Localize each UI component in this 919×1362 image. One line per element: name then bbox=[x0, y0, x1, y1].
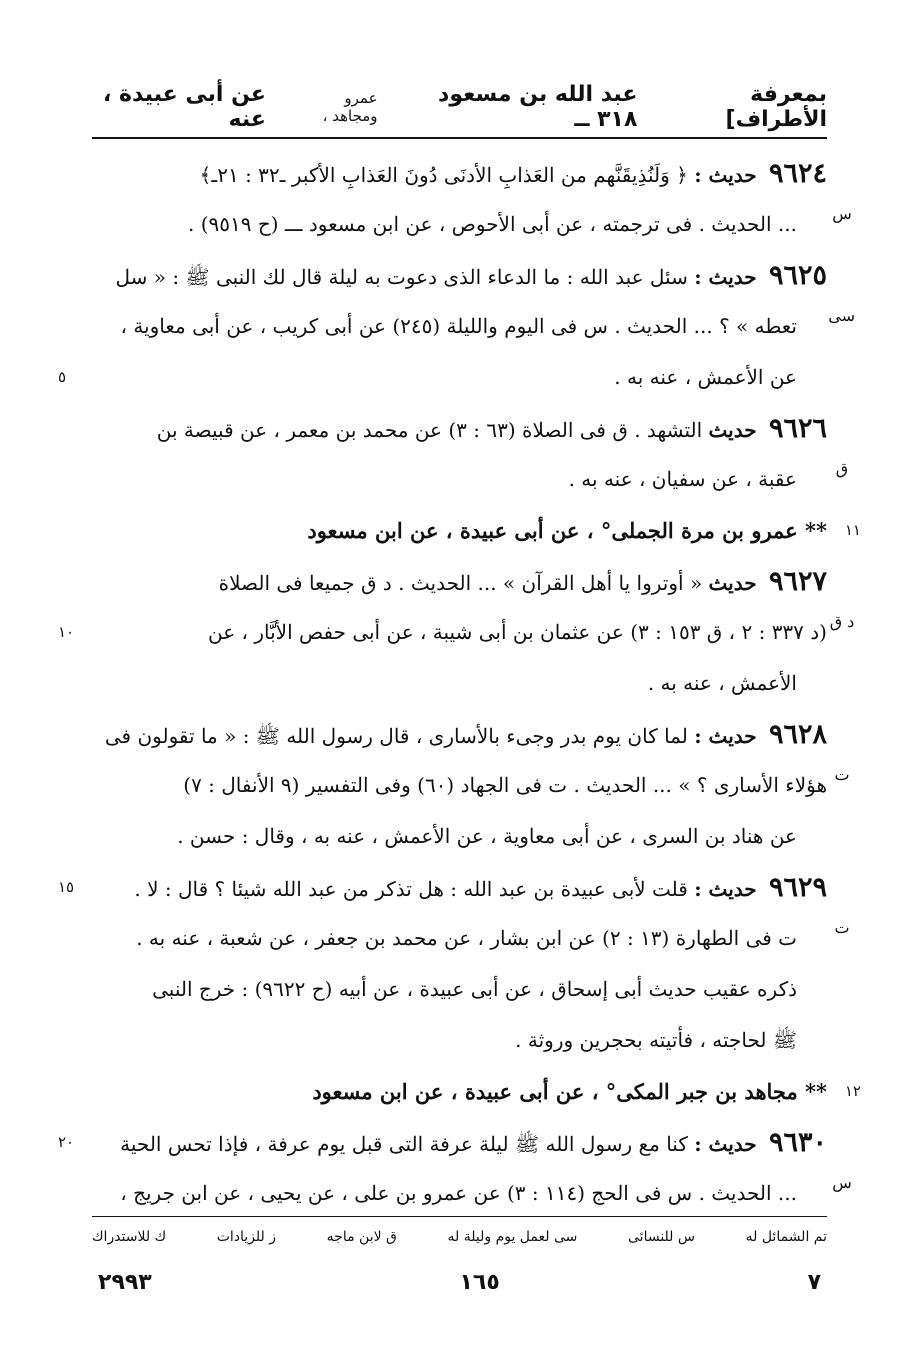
section-number: ١١ bbox=[844, 521, 861, 539]
entry-9626-line-2 bbox=[92, 454, 849, 505]
entry-text: التشهد . ق فى الصلاة (٦٣ : ٣) عن محمد بن معمر ، عن قبيصة بن bbox=[156, 418, 703, 442]
running-header bbox=[92, 84, 827, 130]
entry-9628-line-1 bbox=[92, 709, 827, 760]
footer-sequence-number: ٢٩٩٣ bbox=[98, 1269, 152, 1295]
sigla: ق bbox=[835, 459, 849, 478]
margin-line-number: ٥ bbox=[58, 368, 67, 386]
entry-9624-line-1 bbox=[92, 148, 827, 199]
sigla: ت bbox=[834, 918, 850, 937]
entry-text: هؤلاء الأسارى ؟ » ... الحديث . ت فى الجهاد (٦٠) وفى التفسير (٩ الأنفال : ٧) bbox=[183, 773, 827, 797]
sigla: ت bbox=[834, 765, 850, 784]
sigla: س bbox=[832, 1173, 852, 1192]
abbrev-item: ز للزيادات bbox=[216, 1229, 277, 1245]
entry-number: ٩٦٢٦ bbox=[768, 413, 827, 444]
entry-number: ٩٦٣٠ bbox=[768, 1127, 827, 1158]
entry-text: ذكره عقيب حديث أبى إسحاق ، عن أبى عبيدة ، عن أبيه (ح ٩٦٢٢) : خرج النبى bbox=[152, 977, 797, 1001]
header-center-small-text: عمرو ومجاهد ، bbox=[322, 89, 378, 125]
entry-keyword: حديث : bbox=[694, 724, 757, 748]
entry-text: ﷺ لحاجته ، فأتيته بحجرين وروثة . bbox=[515, 1028, 797, 1052]
section-title: ** عمرو بن مرة الجملى° ، عن أبى عبيدة ، عن ابن مسعود bbox=[307, 518, 827, 543]
header-center-text: عبد الله بن مسعود ٣١٨ ــ bbox=[438, 82, 638, 132]
footnote-rule bbox=[92, 1216, 827, 1217]
entry-text: سئل عبد الله : ما الدعاء الذى دعوت به ليلة قال لك النبى ﷺ : « سل bbox=[115, 265, 688, 289]
abbreviations-footnote bbox=[92, 1222, 827, 1252]
sigla: د ق bbox=[829, 612, 855, 631]
entry-text: « أوتروا يا أهل القرآن » ... الحديث . د ق جميعا فى الصلاة bbox=[218, 571, 703, 595]
margin-line-number: ١٥ bbox=[58, 878, 75, 896]
entry-9627-line-1 bbox=[92, 556, 827, 607]
entry-9627-line-3 bbox=[92, 658, 827, 709]
margin-line-number: ١٠ bbox=[58, 623, 75, 641]
entry-text: لما كان يوم بدر وجىء بالأسارى ، قال رسول الله ﷺ : « ما تقولون فى bbox=[104, 724, 688, 748]
entry-9627-line-2 bbox=[58, 607, 855, 658]
margin-line-number: ٢٠ bbox=[58, 1133, 75, 1151]
entry-text: ﴿ وَلَنُذِيقَنَّهم من العَذابِ الأدنَى دُونَ العَذابِ الأكبر ـ٣٢ : ٢١ـ﴾ bbox=[199, 163, 688, 187]
entry-text: ت فى الطهارة (١٣ : ٢) عن ابن بشار ، عن محمد بن جعفر ، عن شعبة ، عنه به . bbox=[136, 926, 797, 950]
entry-keyword: حديث : bbox=[694, 163, 757, 187]
entry-9625-line-2 bbox=[92, 301, 855, 352]
entry-text: ... الحديث . فى ترجمته ، عن أبى الأحوص ، عن ابن مسعود ـــ (ح ٩٥١٩) . bbox=[187, 212, 797, 236]
entry-text: عن هناد بن السرى ، عن أبى معاوية ، عن الأعمش ، عنه به ، وقال : حسن . bbox=[177, 824, 797, 848]
entry-number: ٩٦٢٩ bbox=[768, 872, 827, 903]
entry-9630-line-1 bbox=[58, 1117, 827, 1168]
abbrev-item: س للنسائى bbox=[628, 1229, 695, 1245]
entry-number: ٩٦٢٨ bbox=[768, 719, 827, 750]
abbrev-item: ق لابن ماجه bbox=[326, 1229, 397, 1245]
sigla: س bbox=[832, 204, 852, 223]
entry-text: عن الأعمش ، عنه به . bbox=[614, 365, 797, 389]
entry-text: قلت لأبى عبيدة بن عبد الله : هل تذكر من عبد الله شيئا ؟ قال : لا . bbox=[134, 877, 688, 901]
entry-9628-line-3 bbox=[92, 811, 827, 862]
entry-text: ... الحديث . س فى الحج (١١٤ : ٣) عن عمرو بن على ، عن يحيى ، عن ابن جريج ، bbox=[120, 1181, 797, 1205]
entry-text: تعطه » ؟ ... الحديث . س فى اليوم والليلة (٢٤٥) عن أبى كريب ، عن أبى معاوية ، bbox=[120, 314, 797, 338]
entry-text: الأعمش ، عنه به . bbox=[647, 671, 797, 695]
section-12-heading bbox=[92, 1066, 861, 1117]
entry-text: عقبة ، عن سفيان ، عنه به . bbox=[568, 467, 797, 491]
entry-keyword: حديث : bbox=[694, 1132, 757, 1156]
entry-keyword: حديث : bbox=[694, 877, 757, 901]
abbrev-item: تم الشمائل له bbox=[745, 1229, 827, 1245]
entry-text: (د ٣٣٧ : ٢ ، ق ١٥٣ : ٣) عن عثمان بن أبى شيبة ، عن أبى حفص الأبَّار ، عن bbox=[208, 620, 827, 644]
main-text bbox=[58, 148, 861, 1219]
page-footer bbox=[98, 1262, 821, 1302]
entry-9629-line-3 bbox=[92, 964, 827, 1015]
abbrev-item: سى لعمل يوم وليلة له bbox=[447, 1229, 578, 1245]
sigla: سى bbox=[828, 306, 855, 325]
entry-text: كنا مع رسول الله ﷺ ليلة عرفة التى قبل يوم عرفة ، فإذا تحس الحية bbox=[120, 1132, 688, 1156]
section-number: ١٢ bbox=[844, 1082, 861, 1100]
entry-9625-line-3 bbox=[58, 352, 827, 403]
header-rule bbox=[92, 137, 827, 139]
entry-9629-line-4 bbox=[92, 1015, 827, 1066]
abbrev-item: ك للاستدراك bbox=[92, 1229, 167, 1245]
entry-9629-line-2 bbox=[92, 913, 850, 964]
footer-page-number: ١٦٥ bbox=[459, 1269, 500, 1295]
section-title: ** مجاهد بن جبر المكى° ، عن أبى عبيدة ، عن ابن مسعود bbox=[312, 1079, 827, 1104]
entry-keyword: حديث bbox=[708, 571, 757, 595]
footer-volume-number: ٧ bbox=[807, 1269, 821, 1295]
entry-9629-line-1 bbox=[58, 862, 827, 913]
entry-number: ٩٦٢٤ bbox=[768, 158, 827, 189]
entry-keyword: حديث : bbox=[694, 265, 757, 289]
entry-number: ٩٦٢٥ bbox=[768, 260, 827, 291]
entry-number: ٩٦٢٧ bbox=[768, 566, 827, 597]
section-11-heading bbox=[92, 505, 861, 556]
entry-9626-line-1 bbox=[92, 403, 827, 454]
entry-9628-line-2 bbox=[92, 760, 850, 811]
entry-9624-line-2 bbox=[92, 199, 852, 250]
header-left-text: بمعرفة الأطراف] bbox=[725, 82, 827, 132]
entry-keyword: حديث bbox=[708, 418, 757, 442]
entry-9625-line-1 bbox=[92, 250, 827, 301]
entry-9630-line-2 bbox=[92, 1168, 852, 1219]
header-right-text: عن أبى عبيدة ، عنه bbox=[103, 82, 266, 132]
